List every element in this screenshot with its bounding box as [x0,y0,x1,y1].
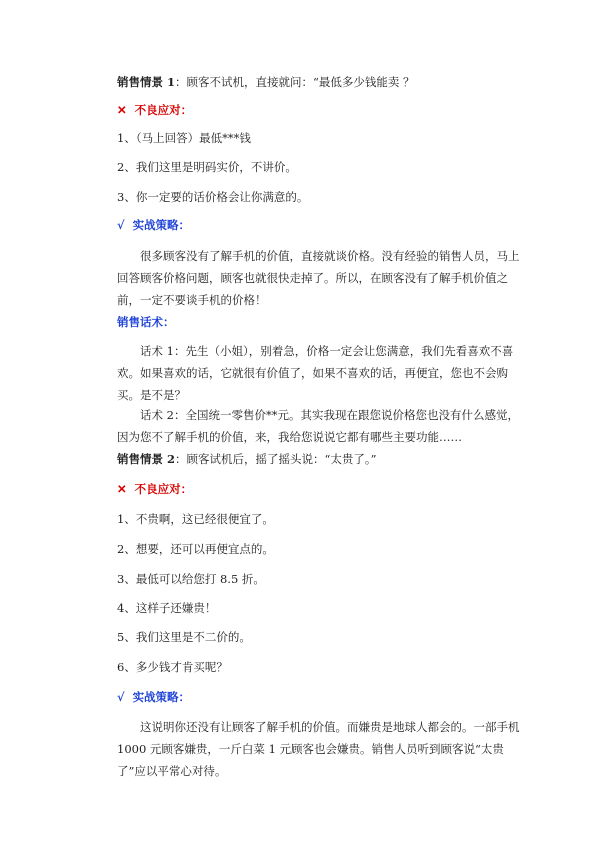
check-icon: √ [117,690,125,704]
list-item: 1、（马上回答）最低***钱 [117,131,251,145]
cross-icon: ✕ [117,103,127,117]
list-item: 5、我们这里是不二价的。 [117,630,251,644]
scene2-label: 销售情景 2 [117,452,176,466]
talk-paragraph-2: 话术 2：全国统一零售价**元。其实我现在跟您说价格您也没有什么感觉，因为您不了解手机的价值，来，我给您说说它都有哪些主要功能…… [117,408,519,444]
sales-talk-heading: 销售话术： [117,315,175,329]
scene1-label: 销售情景 1 [117,75,176,89]
bad-response-title-2: 不良应对： [134,482,193,496]
cross-icon: ✕ [117,482,127,496]
talk-paragraph-1: 话术 1：先生（小姐），别着急，价格一定会让您满意，我们先看喜欢不喜欢。如果喜欢的话，它就很有价值了，如果不喜欢的话，再便宜，您也不会购买。是不是？ [117,344,514,402]
list-item: 1、不贵啊，这已经很便宜了。 [117,512,274,526]
list-item: 2、我们这里是明码实价，不讲价。 [117,160,297,174]
strategy-paragraph-2: 这说明你还没有让顾客了解手机的价值。而嫌贵是地球人都会的。一部手机 1000 元顾客嫌贵，一斤白菜 1 元顾客也会嫌贵。销售人员听到顾客说“太贵了”应以平常心对待。 [117,720,520,778]
strategy-title-1: 实战策略： [132,218,191,232]
scene1-heading [117,74,415,90]
check-icon: √ [117,218,125,232]
bad-response-heading-1 [117,102,192,118]
strategy-heading-2 [117,689,190,705]
scene1-text: ：顾客不试机，直接就问：“最低多少钱能卖 ？ [175,75,415,89]
list-item: 6、多少钱才肯买呢？ [117,660,228,674]
strategy-title-2: 实战策略： [132,690,191,704]
bad-response-title-1: 不良应对： [134,103,193,117]
list-item: 3、你一定要的话价格会让你满意的。 [117,190,309,204]
bad-response-heading-2 [117,481,192,497]
list-item: 4、这样子还嫌贵！ [117,601,217,615]
scene2-text: ：顾客试机后，摇了摇头说：“太贵了。” [175,452,377,466]
list-item: 2、想要，还可以再便宜点的。 [117,542,274,556]
scene2-heading [117,451,377,467]
strategy-heading-1 [117,217,190,233]
list-item: 3、最低可以给您打 8.5 折。 [117,572,265,586]
strategy-paragraph-1: 很多顾客没有了解手机的价值，直接就谈价格。没有经验的销售人员，马上回答顾客价格问题，顾客也就很快走掉了。所以，在顾客没有了解手机价值之前，一定不要谈手机的价格！ [117,249,520,307]
